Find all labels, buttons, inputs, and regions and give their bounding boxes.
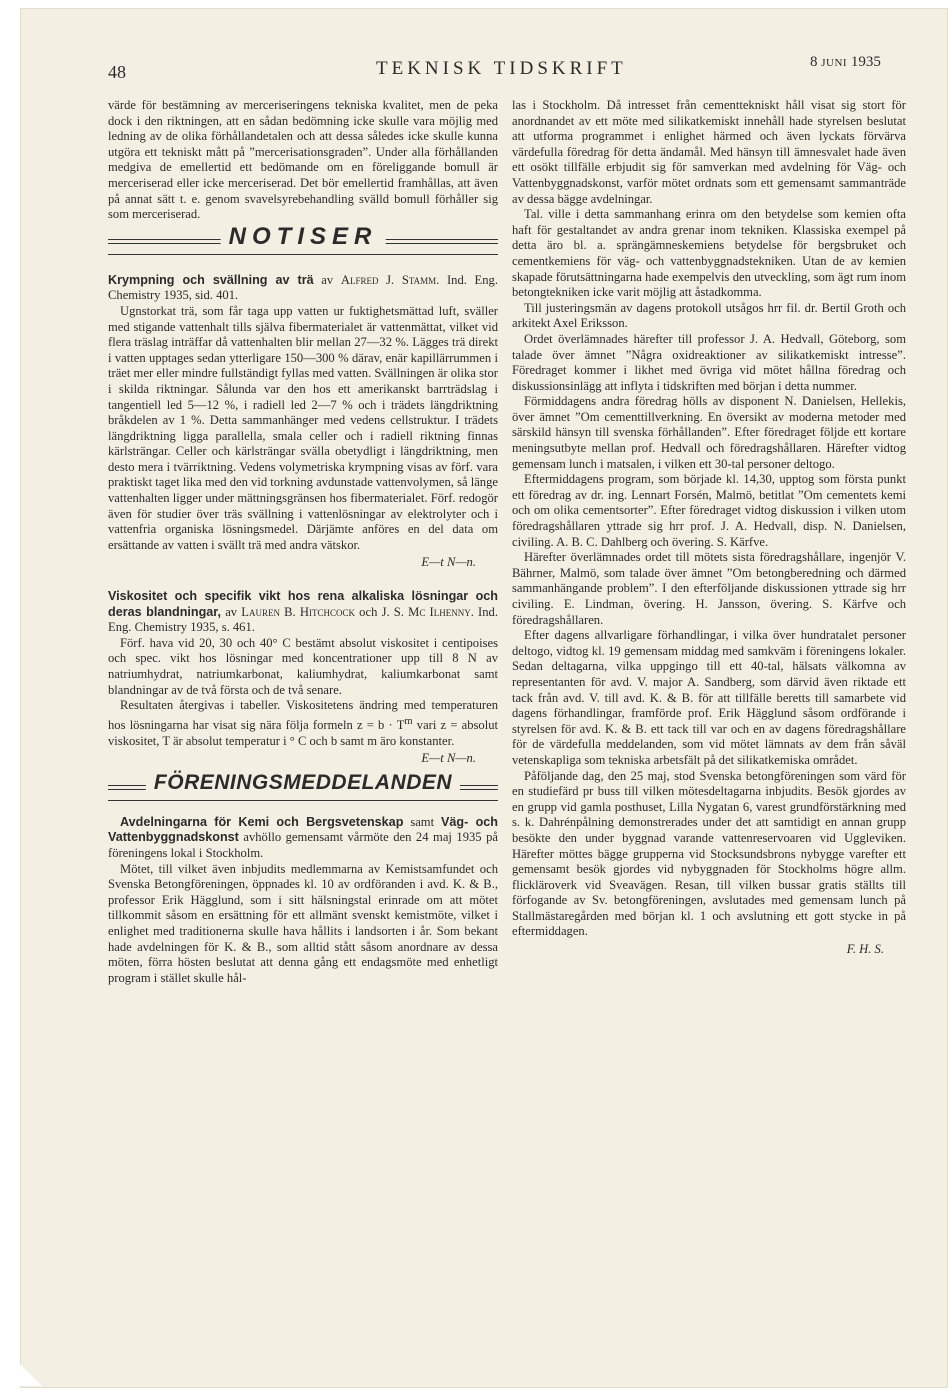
article2-ref: Ind. Eng. Chemistry 1935, s. 461. (108, 604, 498, 635)
meeting-paragraph-2: Tal. ville i detta sammanhang erinra om den betydelse som kemien ofta haft för gestaltandet av andra grenar inom tekniken. Klassiska exempel på detta äro bl. a. sprängämneskemiens betydelse för bergsbruket och cementkemiens för väg- och vattenbyggnadstekniken. Utan de av kemien skapade förutsättningarna hade exempelvis den utveckling, som ägt rum inom betongtekniken icke varit möjlig att åstadkomma. (512, 207, 906, 300)
article1-author: Alfred J. Stamm. (340, 272, 440, 287)
article2-header (108, 589, 498, 636)
article2-title: Viskositet och specifik vikt hos rena alkaliska lösningar och deras blandningar, (108, 589, 498, 619)
meeting-paragraph-3: Till justeringsmän av dagens protokoll utsågos hrr fil. dr. Bertil Groth och arkitekt Axel Eriksson. (512, 300, 906, 331)
article2-signature: E—t N—n. (421, 751, 476, 766)
meeting-lead-title: Avdelningarna för Kemi och Bergsvetenskap (120, 814, 404, 829)
meeting-lead-rest: avhöllo gemensamt vårmöte den 24 maj 1935 på föreningens lokal i Stockholm. (108, 830, 498, 860)
foreningar-heading (108, 770, 498, 811)
notiser-heading (108, 222, 498, 265)
article2-author: Lauren B. Hitchcock (241, 604, 355, 619)
article1-signature: E—t N—n. (421, 555, 476, 570)
article1-body: Ugnstorkat trä, som får taga upp vatten ur fuktighetsmättad luft, sväller med stigande vattenhalt tills själva fibermaterialet är vattenmättat, vilket vid flera träslag inträffar då vattenhalten blir mellan 27—32 %. Lägges trä direkt i vatten upptages sedan ytterligare 150—300 % därav, enär kapillärrummen i träet mer eller mindre fullständigt fyllas med vatten. Svällningen är olika stor i skilda riktningar. Sålunda var den hos ett amerikanskt barrträdslag i tangentiell led 5—12 %, i radiell led 2—7 % och i trädets längdriktning bråkdelen av 1 %. Detta sammanhänger med vedens cellstruktur. I trädets längdriktning ligga parallella, smala celler och i radiell riktning finnas kärlsträngar. Celler och kärlsträngar svälla obetydligt i längdriktning, men desto mera i tvärriktning. Vedens volymetriska krympning visas av förf. vara praktiskt taget lika med den vid torkning avdunstade vattenvolymen, så länge vattenhalten ligger under mättningsgränsen hos fibermaterialet. Förf. redogör även för studier över träs svällning i vattenlösningar av elektrolyter och i vattenfria organiska lösningsmedel. Därjämte anföres en del data om ersättande av vatten i svällt trä med andra vätskor. (108, 303, 498, 552)
right-column (512, 98, 906, 966)
article1-header (108, 273, 498, 304)
meeting-lead-mid: samt (403, 814, 442, 829)
foreningar-heading-text: FÖRENINGSMEDDELANDEN (146, 775, 460, 791)
meeting-paragraph-1: las i Stockholm. Då intresset från cementtekniskt håll visat sig stort för anordnandet av ett möte med silikatkemiskt innehåll hade styrelsen beslutat att utforma programmet i enlighet härmed och även lyckats förvärva värdefulla föredrag för detta ändamål. Med hänsyn till ämnesvalet hade även ett osökt tillfälle erbjudit sig för samverkan med avdelning för Väg- och Vattenbyggnadskonst, varför mötet ordnats som ett gemensamt sammanträde av dessa bägge avdelningar. (512, 98, 906, 206)
article1-ref: Ind. Eng. Chemistry 1935, sid. 401. (108, 272, 498, 303)
meeting-paragraph-6: Eftermiddagens program, som började kl. 14,30, upptog som första punkt ett föredrag av dr. ing. Lennart Forsén, Malmö, betitlat ”Om cementets kemi och om olika cementsorter”. Efter föredraget vidtog diskussion i vilken utom föredragshållaren yttrade sig hrr prof. J. A. Hedvall, disp. N. Danielsen, civiling. A. B. C. Dahlberg och övering. S. Kärfve. (512, 472, 906, 549)
article2-p2-text: Resultaten återgivas i tabeller. Viskositetens ändring med temperaturen hos lösningarna har visat sig nära följa formeln z = b · T (108, 698, 498, 732)
meeting-paragraph-8: Efter dagens allvarligare förhandlingar, i vilka över hundratalet personer deltogo, vidtog kl. 19 gemensam middag med samkväm i föreningens lokaler. Sedan deltagarna, vilka uppgingo till ett 40-tal, hälsats välkomna av representanten för avd. V. major A. Sandberg, som därvid även riktade ett tack från avd. V. till avd. K. & B. för att tillfälle beretts till samarbete vid dagens förhandlingar, framförde prof. Erik Hägglund såsom ordförande i styrelsen för avd. K. & B. ett tack till var och en av dagens föredragshållare för de värdefulla meddelanden, som vid mötet lämnats av dem från såväl vetenskapliga som tekniska arbetsfält på det silikatkemiska området. (512, 628, 906, 767)
meeting-paragraph-5: Förmiddagens andra föredrag hölls av disponent N. Danielsen, Hellekis, över ämnet ”Om cementtillverkning. En översikt av moderna metoder med särskild hänsyn till svenska förhållanden”. Efter föredraget följde ett kortare meningsutbyte mellan prof. Hedvall och föredragshållaren. Härefter vidtog gemensam lunch i matsalen, i vilken ett 30-tal personer deltogo. (512, 394, 906, 471)
notiser-heading-text: NOTISER (221, 229, 386, 245)
meeting-signature: F. H. S. (846, 942, 884, 957)
issue-date (810, 54, 881, 71)
page-header (20, 52, 948, 82)
article2-author2: J. S. Mc Ilhenny. (381, 604, 474, 619)
date-day: 8 (810, 54, 818, 70)
folded-corner (20, 1364, 42, 1386)
article2-superscript: m (404, 715, 413, 727)
meeting-paragraph-left: Mötet, till vilket även inbjudits medlemmarna av Kemistsamfundet och Svenska Betongföreningen, öppnades kl. 10 av ordföranden i avd. K. & B., professor Erik Hägglund, som i sitt hälsningstal erinrade om att mötet tillkommit såsom en ersättning för ett allmänt svenskt kemistmöte, vilket i enlighet med traditionerna skulle hava hållits i landsorten i år. Som bekant hade avdelningen för K. & B., som alltid stått såsom anordnare av dessa möten, förra hösten beslutat att denna gång ett endagsmöte med enhetligt program i stället skulle hål- (108, 861, 498, 985)
journal-page (20, 8, 948, 1388)
meeting-paragraph-9: Påföljande dag, den 25 maj, stod Svenska betongföreningen som värd för en studiefärd pr buss till vilken mötesdeltagarna inbjudits. Besök gjordes av en grupp vid gamla posthuset, Lilla Nygatan 6, varest grundförstärkning med s. k. Dahrénpålning demonstrerades under det att samtidigt en annan grupp besökte den under byggnad varande vattenreservoaren vid Uggleviken. Härefter möttes bägge grupperna vid Stocksundsbrons nybygge varefter ett gemensamt besök gjordes vid nybyggnaden för Stockholms högre allm. flickläroverk vid Sveavägen. Resan, till vilken bussar gratis ställts till förfogande av Sv. betongföreningen, avslutades med gemensam lunch på Stallmästaregården med början kl. 1 och avslutning ett gott stycke in på eftermiddagen. (512, 768, 906, 939)
intro-paragraph: värde för bestämning av merceriseringens tekniska kvalitet, men de peka dock i den riktningen, att en sådan bedömning icke skulle vara möjlig med ledning av de olika förhållandetalen och att dessa således icke skulle kunna utgöra ett tekniskt mått på ”mercerisationsgraden”. Under alla förhållanden medgiva de emellertid ett bedömande om en föreliggande bomull är merceriserad eller icke merceriserad. Det bör emellertid framhållas, att även på annat sätt t. e. genom svavelsyrebehandling svälld bomull förhåller sig som merceriserad. (108, 98, 498, 222)
article1-title: Krympning och svällning av trä (108, 272, 314, 287)
article2-paragraph2 (108, 698, 498, 749)
date-month: JUNI (821, 57, 848, 69)
date-year: 1935 (850, 54, 881, 70)
meeting-paragraph-4: Ordet överlämnades härefter till professor J. A. Hedvall, Göteborg, som talade över ämnet ”Några oxidreaktioner av silikatkemiskt intresse”. Föredraget kommer i likhet med övriga vid mötet hållna föredrag och diskussionsinlägg att inflyta i tidskriften med början i detta nummer. (512, 331, 906, 393)
meeting-lead-title2: Väg- och Vattenbyggnadskonst (108, 814, 498, 845)
page-number: 48 (108, 62, 126, 82)
article2-paragraph1: Förf. hava vid 20, 30 och 40° C bestämt absolut viskositet i centipoises och spec. vikt hos lösningar med koncentrationer upp till 8 N av natriumhydrat, natriumkarbonat, kaliumhydrat, kaliumkarbonat samt blandningar av de två första och de två senare. (108, 635, 498, 697)
article2-and: och (355, 604, 382, 619)
article2-p2-rest: vari z = absolut viskositet, T är absolut temperatur i ° C och b samt m äro konstanter. (108, 717, 499, 748)
journal-title: TEKNISK TIDSKRIFT (376, 58, 627, 79)
article2-by: av (221, 604, 242, 619)
article1-by: av (313, 272, 341, 287)
meeting-paragraph-7: Härefter överlämnades ordet till mötets sista föredragshållare, ingenjör V. Bährner, Malmö, som talade över ämnet ”Om betongberedning och därmed sammanhängande problem”. I den efterföljande diskussionen yttrade sig hrr civiling. E. Lindman, övering. H. Jansson, övering. S. Kärfve och föredragshållaren. (512, 550, 906, 627)
left-column (108, 98, 498, 986)
meeting-lead (108, 815, 498, 862)
